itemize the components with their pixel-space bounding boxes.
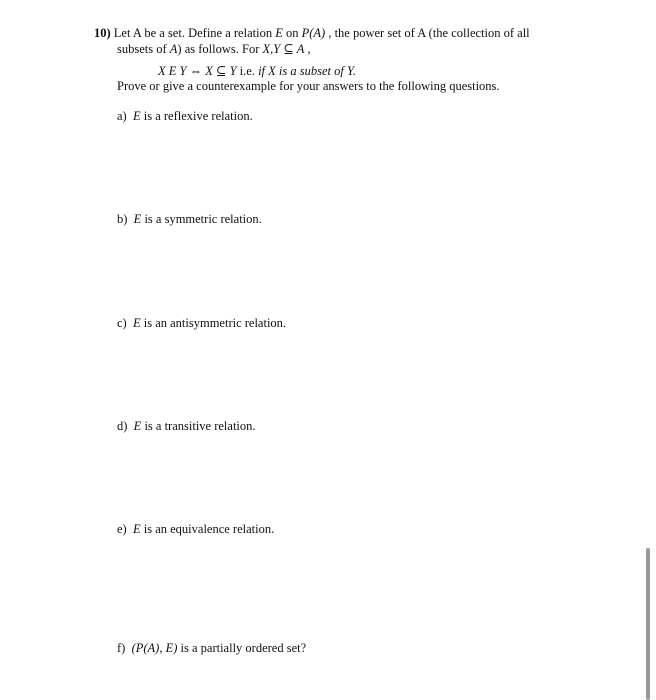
part-a: a) E is a reflexive relation. [117, 109, 253, 123]
question-line-2: subsets of A) as follows. For X,Y ⊆ A , [117, 42, 311, 56]
part-f: f) (P(A), E) is a partially ordered set? [117, 641, 307, 655]
question-line-1: 10) Let A be a set. Define a relation E on P(A) , the power set of A (the collection of all [94, 26, 530, 40]
vertical-scrollbar[interactable] [646, 548, 650, 700]
part-c: c) E is an antisymmetric relation. [117, 316, 287, 330]
instruction: Prove or give a counterexample for your answers to the following questions. [117, 79, 500, 93]
relation-definition: X E Y ⇔ X ⊆ Y i.e. if X is a subset of Y. [158, 64, 356, 78]
part-e: e) E is an equivalence relation. [117, 522, 275, 536]
question-number: 10) [94, 26, 111, 40]
part-b: b) E is a symmetric relation. [117, 212, 262, 226]
part-d: d) E is a transitive relation. [117, 419, 256, 433]
